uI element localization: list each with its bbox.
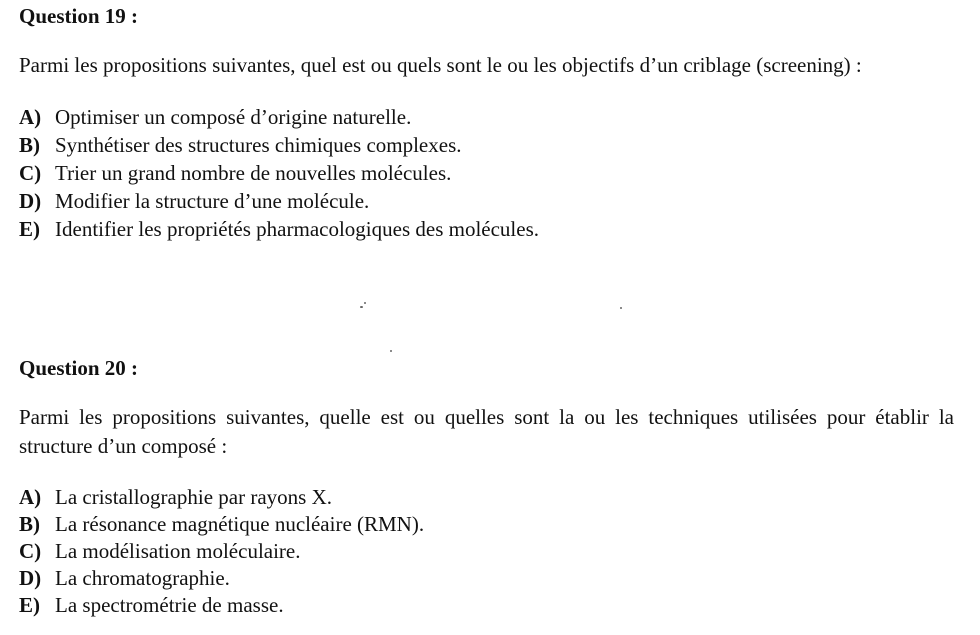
scan-speck: [364, 302, 366, 304]
answer-text: Synthétiser des structures chimiques complexes.: [55, 133, 462, 157]
answer-letter: B): [19, 133, 40, 157]
answer-letter: C): [19, 539, 42, 563]
answer-list: [19, 484, 954, 619]
answer-letter: D): [19, 566, 42, 590]
answer-option-c: [19, 159, 954, 187]
answer-option-b: [19, 511, 954, 538]
answer-letter: A): [19, 105, 42, 129]
answer-text: Optimiser un composé d’origine naturelle.: [55, 105, 412, 129]
answer-list: [19, 103, 954, 243]
question-text: Parmi les propositions suivantes, quel est ou quels sont le ou les objectifs d’un criblage (screening) :: [19, 53, 862, 77]
answer-letter: A): [19, 485, 42, 509]
scan-speck: [390, 350, 392, 352]
question-title: Question 19 :: [19, 4, 139, 28]
answer-text: La cristallographie par rayons X.: [55, 485, 332, 509]
answer-text: La résonance magnétique nucléaire (RMN).: [55, 512, 425, 536]
scan-speck: [360, 306, 363, 308]
question-title: Question 20 :: [19, 356, 139, 380]
answer-option-c: [19, 538, 954, 565]
answer-option-a: [19, 103, 954, 131]
answer-letter: E): [19, 217, 40, 241]
answer-option-b: [19, 131, 954, 159]
scan-speck: [620, 307, 622, 309]
answer-option-a: [19, 484, 954, 511]
answer-text: La modélisation moléculaire.: [55, 539, 301, 563]
answer-letter: B): [19, 512, 40, 536]
answer-option-e: [19, 592, 954, 619]
answer-option-d: [19, 187, 954, 215]
answer-text: Identifier les propriétés pharmacologiques des molécules.: [55, 217, 540, 241]
answer-text: La spectrométrie de masse.: [55, 593, 284, 617]
answer-text: Trier un grand nombre de nouvelles molécules.: [55, 161, 452, 185]
answer-option-d: [19, 565, 954, 592]
answer-letter: E): [19, 593, 40, 617]
answer-text: Modifier la structure d’une molécule.: [55, 189, 370, 213]
question-19: [19, 3, 954, 243]
answer-letter: C): [19, 161, 42, 185]
answer-option-e: [19, 215, 954, 243]
question-20: [19, 355, 954, 619]
question-text: Parmi les propositions suivantes, quelle est ou quelles sont la ou les techniques utilisées pour établir la structure d’un composé :: [19, 405, 954, 458]
answer-text: La chromatographie.: [55, 566, 230, 590]
answer-letter: D): [19, 189, 42, 213]
